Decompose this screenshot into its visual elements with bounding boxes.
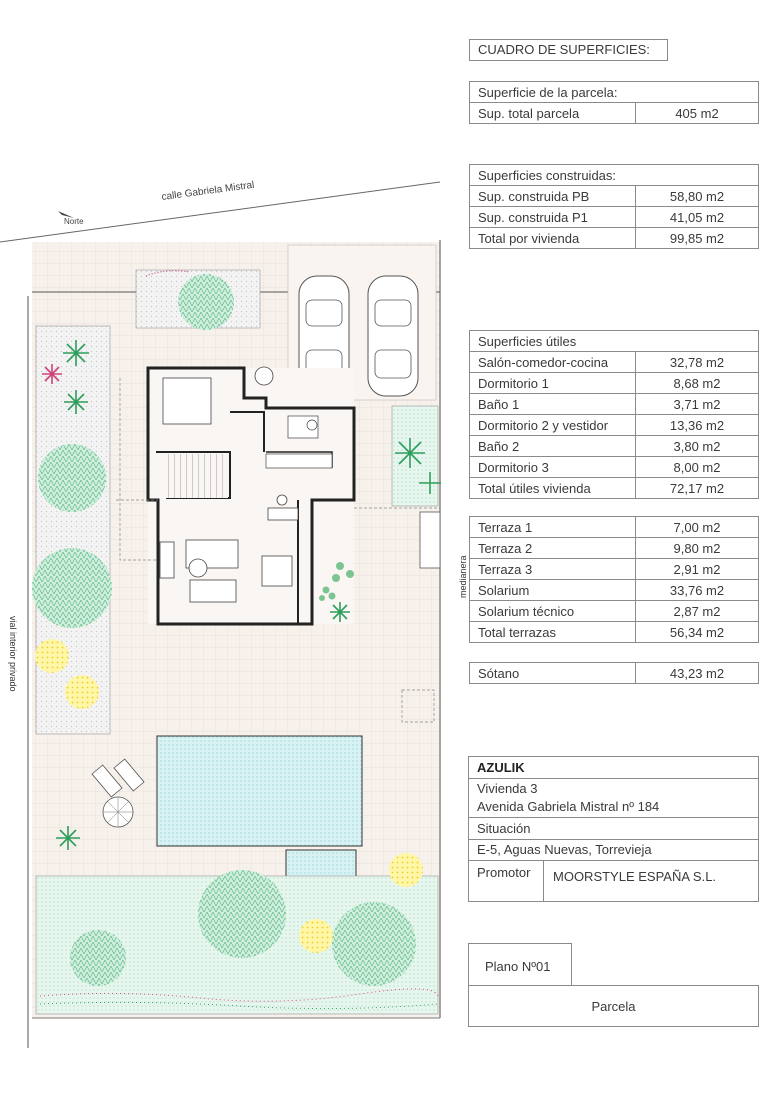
parcela-header: Superficie de la parcela: xyxy=(470,82,759,103)
situacion-value: E-5, Aguas Nuevas, Torrevieja xyxy=(477,842,652,857)
tree-icon xyxy=(70,930,126,986)
lawn-planter xyxy=(392,406,438,506)
project-address-line1: Vivienda 3 xyxy=(477,781,538,796)
row-label: Total por vivienda xyxy=(470,228,636,249)
palm-pink-icon xyxy=(42,364,62,384)
table-row xyxy=(470,394,759,415)
street-label: calle Gabriela Mistral xyxy=(160,179,255,203)
row-label: Terraza 3 xyxy=(470,559,636,580)
tree-icon xyxy=(38,444,106,512)
side-street-label: vial interior privado xyxy=(8,616,18,692)
situacion-label: Situación xyxy=(477,821,531,836)
row-value: 9,80 m2 xyxy=(636,538,759,559)
row-label: Solarium técnico xyxy=(470,601,636,622)
tree-icon xyxy=(178,274,234,330)
tree-icon xyxy=(198,870,286,958)
row-value: 41,05 m2 xyxy=(636,207,759,228)
utiles-header: Superficies útiles xyxy=(470,331,759,352)
north-label: Norte xyxy=(64,217,84,226)
table-row xyxy=(470,373,759,394)
row-value: 58,80 m2 xyxy=(636,186,759,207)
plano-name: Parcela xyxy=(591,999,636,1014)
row-value: 32,78 m2 xyxy=(636,352,759,373)
table-row xyxy=(470,517,759,538)
row-value: 2,91 m2 xyxy=(636,559,759,580)
table-row xyxy=(470,415,759,436)
tree-yellow-icon xyxy=(35,639,69,673)
table-row xyxy=(470,103,759,124)
gravel-strip xyxy=(36,326,110,734)
row-label: Dormitorio 2 y vestidor xyxy=(470,415,636,436)
project-address-line2: Avenida Gabriela Mistral nº 184 xyxy=(477,799,660,814)
construidas-header: Superficies construidas: xyxy=(470,165,759,186)
row-label: Sup. construida PB xyxy=(470,186,636,207)
row-value: 3,71 m2 xyxy=(636,394,759,415)
table-row xyxy=(470,601,759,622)
promotor-value: MOORSTYLE ESPAÑA S.L. xyxy=(553,869,717,884)
row-value: 8,00 m2 xyxy=(636,457,759,478)
row-value: 2,87 m2 xyxy=(636,601,759,622)
row-label: Sup. construida P1 xyxy=(470,207,636,228)
row-value: 72,17 m2 xyxy=(636,478,759,499)
umbrella-icon xyxy=(103,797,133,827)
house-floorplan xyxy=(148,367,354,624)
table-row xyxy=(470,559,759,580)
sotano-table xyxy=(469,662,759,684)
row-value: 43,23 m2 xyxy=(636,663,759,684)
car-icon xyxy=(368,276,418,396)
brand-name: AZULIK xyxy=(477,760,525,775)
row-value: 7,00 m2 xyxy=(636,517,759,538)
plano-number: Plano Nº01 xyxy=(485,959,551,974)
cuadro-title xyxy=(469,39,668,61)
row-label: Baño 1 xyxy=(470,394,636,415)
table-row xyxy=(470,538,759,559)
table-row xyxy=(470,207,759,228)
row-value: 405 m2 xyxy=(636,103,759,124)
promotor-label: Promotor xyxy=(477,865,531,880)
boundary-label: medianera xyxy=(458,555,468,598)
table-row xyxy=(470,622,759,643)
table-row xyxy=(470,580,759,601)
row-label: Total útiles vivienda xyxy=(470,478,636,499)
table-row xyxy=(470,352,759,373)
table-row xyxy=(470,663,759,684)
row-label: Sótano xyxy=(470,663,636,684)
project-block xyxy=(468,756,759,902)
tree-icon xyxy=(32,548,112,628)
row-label: Salón-comedor-cocina xyxy=(470,352,636,373)
row-label: Sup. total parcela xyxy=(470,103,636,124)
utiles-table xyxy=(469,330,759,499)
parcela-table xyxy=(469,81,759,124)
plano-number-box xyxy=(468,943,572,986)
row-label: Dormitorio 3 xyxy=(470,457,636,478)
cuadro-title-text: CUADRO DE SUPERFICIES: xyxy=(478,42,650,57)
table-row xyxy=(470,478,759,499)
row-label: Solarium xyxy=(470,580,636,601)
table-row xyxy=(470,436,759,457)
row-value: 56,34 m2 xyxy=(636,622,759,643)
table-row xyxy=(470,186,759,207)
row-label: Total terrazas xyxy=(470,622,636,643)
row-value: 99,85 m2 xyxy=(636,228,759,249)
row-value: 8,68 m2 xyxy=(636,373,759,394)
terrazas-table xyxy=(469,516,759,643)
tree-yellow-icon xyxy=(65,675,99,709)
pool xyxy=(157,736,362,846)
table-row xyxy=(470,228,759,249)
row-value: 3,80 m2 xyxy=(636,436,759,457)
tree-icon xyxy=(332,902,416,986)
construidas-table xyxy=(469,164,759,249)
tree-yellow-icon xyxy=(299,919,333,953)
row-label: Dormitorio 1 xyxy=(470,373,636,394)
row-label: Terraza 1 xyxy=(470,517,636,538)
tree-yellow-icon xyxy=(389,853,423,887)
plano-name-box xyxy=(468,985,759,1027)
row-value: 13,36 m2 xyxy=(636,415,759,436)
row-label: Baño 2 xyxy=(470,436,636,457)
row-label: Terraza 2 xyxy=(470,538,636,559)
row-value: 33,76 m2 xyxy=(636,580,759,601)
table-row xyxy=(470,457,759,478)
